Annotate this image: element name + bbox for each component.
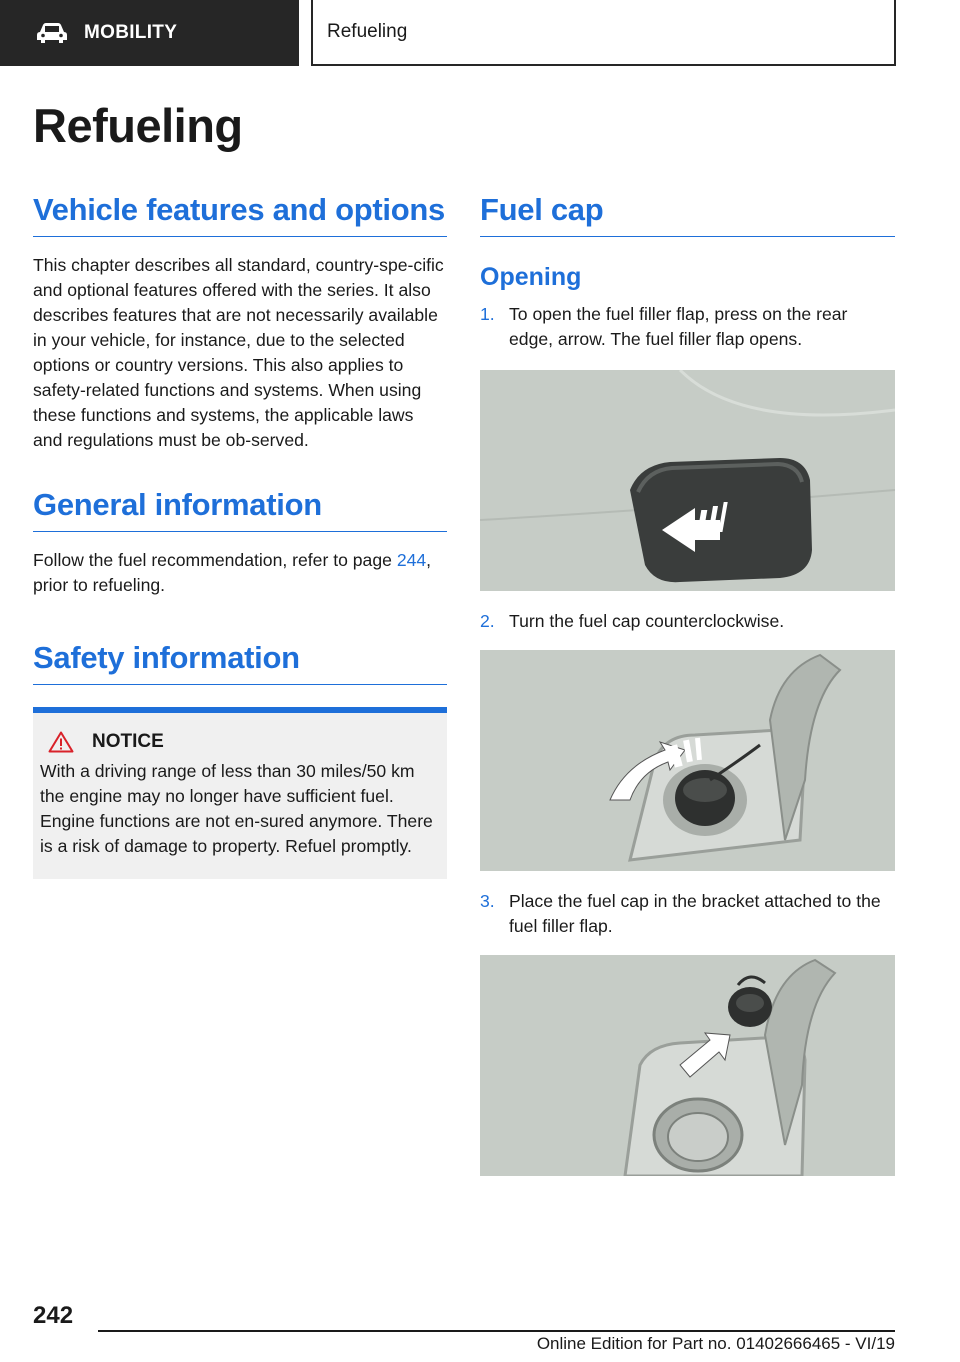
warning-triangle-icon: [48, 731, 74, 753]
step-number: 2.: [480, 611, 495, 631]
figure-fuel-cap-bracket: [480, 955, 895, 1176]
figure-turn-fuel-cap: [480, 650, 895, 871]
notice-box: [33, 707, 447, 879]
step-text: Place the fuel cap in the bracket attached to the fuel filler flap.: [509, 891, 881, 936]
fuel-cap-turn-illustration: [480, 650, 895, 871]
paragraph-vehicle-features: This chapter describes all standard, country-spe-cific and optional features offered with the series. It also describes features that are not necessarily available in your vehicle, for instance, due to the selected options or country versions. This also applies to safety-related functions and systems. When using these functions and systems, the applicable laws and regulations must be ob-served.: [33, 255, 444, 450]
section-general-information: [33, 487, 447, 598]
heading-fuel-cap: Fuel cap: [480, 192, 895, 237]
notice-text: With a driving range of less than 30 miles/50 km the engine may no longer have sufficient fuel. Engine functions are not en-sured anymore. There is a risk of damage to property. Refuel promptly.: [40, 761, 433, 856]
paragraph-general-information: [33, 548, 447, 598]
page-title: Refueling: [33, 99, 243, 152]
footer-divider: [98, 1330, 895, 1332]
step-item: [480, 302, 895, 352]
car-icon: [36, 22, 68, 44]
step-number: 1.: [480, 304, 495, 324]
general-text-after: , prior to refueling.: [33, 550, 432, 595]
left-column: [33, 192, 447, 879]
header-chapter-tab[interactable]: [311, 0, 896, 66]
step-item: [480, 889, 895, 939]
header-chapter-title: Refueling: [327, 21, 408, 42]
fuel-cap-bracket-illustration: [480, 955, 895, 1176]
header-section-label: MOBILITY: [84, 22, 178, 43]
heading-general-information: General information: [33, 487, 447, 532]
figure-fuel-flap-press: [480, 370, 895, 591]
right-column: [480, 192, 895, 1176]
step-number: 3.: [480, 891, 495, 911]
header-section-tab[interactable]: [0, 0, 299, 66]
fuel-flap-illustration: [480, 370, 895, 591]
heading-safety-information: Safety information: [33, 640, 447, 685]
step-text: To open the fuel filler flap, press on the rear edge, arrow. The fuel filler flap opens.: [509, 304, 848, 349]
general-text-before: Follow the fuel recommendation, refer to page: [33, 550, 397, 570]
notice-label: NOTICE: [92, 731, 164, 752]
section-safety-information: [33, 640, 447, 879]
subheading-opening: Opening: [480, 263, 582, 291]
heading-vehicle-features: Vehicle features and options: [33, 192, 447, 237]
step-item: [480, 609, 895, 634]
page-reference-link[interactable]: 244: [396, 550, 427, 570]
notice-header: [40, 731, 440, 753]
footer-edition: Online Edition for Part no. 01402666465 - VI/19: [536, 1334, 895, 1353]
step-text: Turn the fuel cap counterclockwise.: [509, 611, 785, 631]
page-number: 242: [33, 1302, 74, 1329]
section-vehicle-features: [33, 192, 447, 453]
